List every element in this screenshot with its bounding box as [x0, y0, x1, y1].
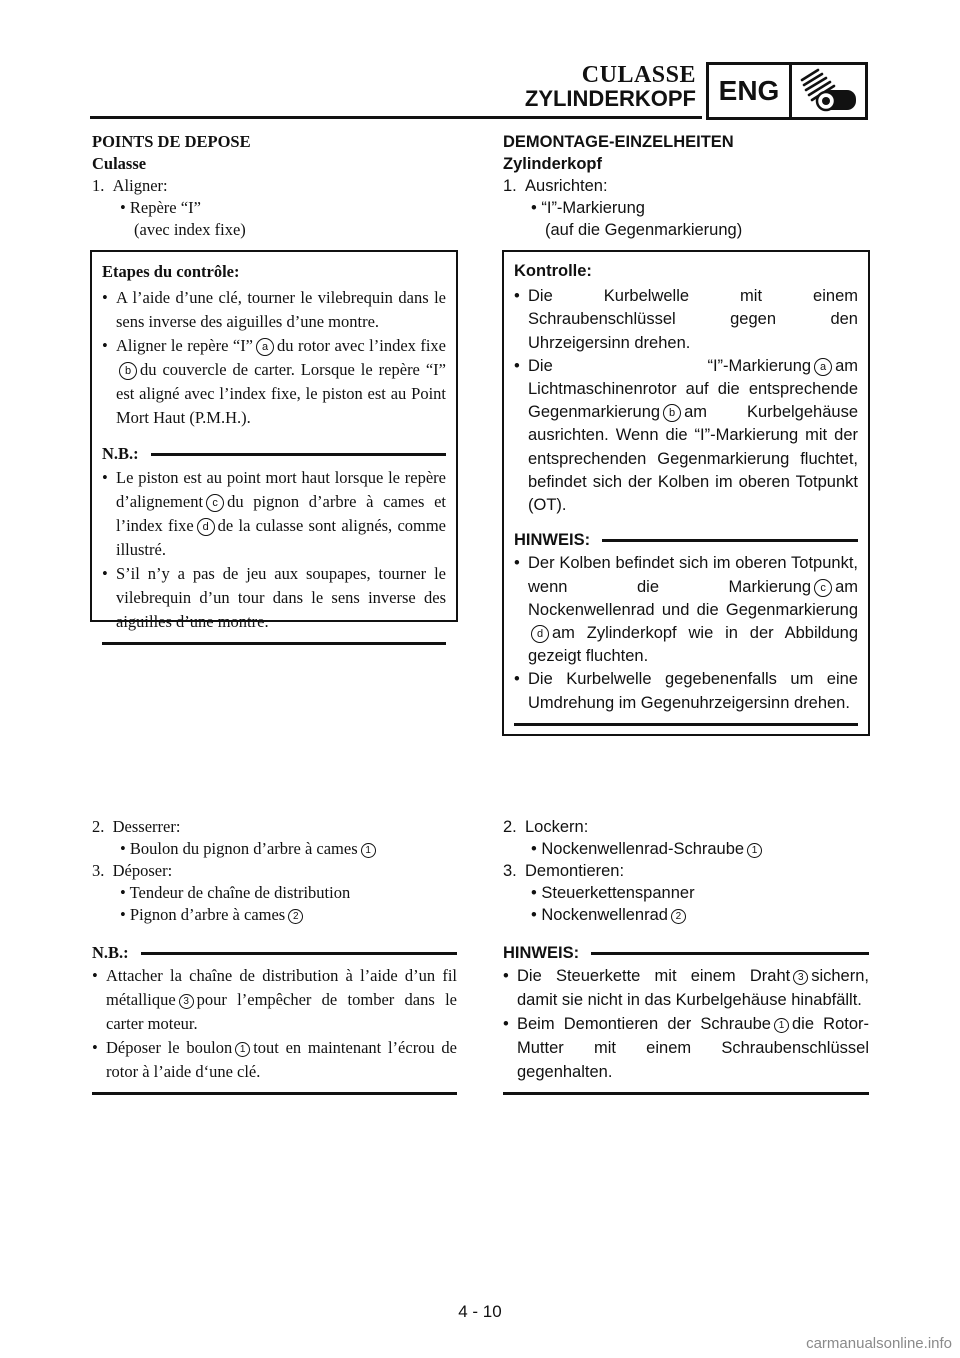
de-check-title: Kontrolle:	[514, 262, 592, 280]
fr-step-3-bullet: • Tendeur de chaîne de distribution	[120, 883, 351, 902]
fr-subsection: Culasse	[92, 154, 147, 173]
fr-step-2: 2. Desserrer:	[92, 817, 181, 836]
de-check-box	[502, 250, 870, 736]
de-step-3-bullet: • Nockenwellenrad 2	[503, 904, 869, 926]
engine-cylinder-icon	[792, 65, 865, 117]
de-note-item: • Der Kolben befindet sich im oberen Totpunkt, wenn die Markierung c am Nockenwellenrad und die Gegenmarkierungd am Zylinderkopf wie in der Abbildung gezeigt fluchten.	[514, 554, 858, 666]
header-title-fr: CULASSE	[581, 62, 696, 88]
fr-note2-end-rule	[92, 1092, 457, 1095]
section-badge	[706, 62, 868, 120]
header-rule	[90, 116, 702, 119]
de-check-item: • Die Kurbelwelle mit einem Schraubenschlüssel gegen den Uhrzeigersinn drehen.	[514, 287, 858, 352]
fr-note2-header: N.B.:	[92, 942, 457, 964]
callout-d: d	[531, 625, 549, 643]
de-intro	[503, 131, 869, 241]
de-step-2-bullet: • Nockenwellenrad-Schraube 1	[503, 838, 869, 860]
fr-check-item: • Aligner le repère “I” a du rotor avec l’index fixeb du couvercle de carter. Lorsque le repère “I” est aligné avec l’index fixe, le piston est au Point Mort Haut (P.M.H.).	[102, 336, 446, 427]
eng-badge-label: ENG	[709, 65, 792, 117]
de-step-1: 1. Ausrichten:	[503, 177, 608, 195]
callout-b: b	[119, 362, 137, 380]
header-title-de: ZYLINDERKOPF	[524, 86, 696, 111]
de-check-item: • Die “I”-Markierung a am Lichtmaschinenrotor auf die entsprechende Gegenmarkierung b am Kurbelgehäuse ausrichten. Wenn die “I”-Markierung mit der entsprechenden Gegenmarkierung fluchtet, befindet sich der Kolben im oberen Totpunkt (OT).	[514, 356, 858, 515]
fr-note-item: • S’il n’y a pas de jeu aux soupapes, tourner le vilebrequin d’un tour dans le sens inverse des aiguilles d’une montre.	[102, 564, 446, 631]
de-section-title: DEMONTAGE-EINZELHEITEN	[503, 133, 734, 151]
fr-check-title: Etapes du contrôle:	[102, 262, 240, 281]
de-step-1-bullet: • “I”-Markierung	[531, 199, 645, 217]
fr-check-item: • A l’aide d’une clé, tourner le vilebrequin dans le sens inverse des aiguilles d’une montre.	[102, 288, 446, 331]
fr-step-1-bullet: • Repère “I”	[120, 198, 201, 217]
callout-d: d	[197, 518, 215, 536]
fr-note-end-rule	[102, 642, 446, 645]
de-note-header: HINWEIS:	[514, 529, 858, 552]
de-subsection: Zylinderkopf	[503, 155, 603, 173]
callout-c: c	[206, 494, 224, 512]
de-step-3: 3. Demontieren:	[503, 862, 625, 880]
fr-check-box	[90, 250, 458, 631]
fr-section-title: POINTS DE DEPOSE	[92, 132, 251, 151]
fr-step-3-bullet: • Pignon d’arbre à cames 2	[92, 904, 457, 926]
fr-steps	[92, 816, 457, 1095]
de-note2-end-rule	[503, 1092, 869, 1095]
de-note-end-rule	[514, 723, 858, 726]
callout-b: b	[663, 404, 681, 422]
de-steps	[503, 816, 869, 1095]
callout-a: a	[814, 358, 832, 376]
fr-note-header: N.B.:	[102, 442, 446, 466]
callout-a: a	[256, 338, 274, 356]
page-number: 4 - 10	[458, 1302, 502, 1321]
fr-note2-item: • Attacher la chaîne de distribution à l’aide d’un fil métallique 3 pour l’empêcher de tomber dans le carter moteur.	[92, 966, 457, 1033]
fr-note2-item: • Déposer le boulon 1 tout en maintenant l’écrou de rotor à l’aide d‘une clé.	[92, 1038, 457, 1081]
de-note2-item: • Beim Demontieren der Schraube 1 die Rotor-Mutter mit einem Schraubenschlüssel gegenhalten.	[503, 1015, 869, 1081]
fr-step-1-note: (avec index fixe)	[134, 220, 246, 239]
de-step-2: 2. Lockern:	[503, 818, 589, 836]
de-step-1-note: (auf die Gegenmarkierung)	[545, 221, 743, 239]
fr-step-2-bullet: • Boulon du pignon d’arbre à cames 1	[92, 838, 457, 860]
de-step-3-bullet: • Steuerkettenspanner	[531, 884, 695, 902]
de-note2-item: • Die Steuerkette mit einem Draht 3 sichern, damit sie nicht in das Kurbelgehäuse hinabfällt.	[503, 967, 869, 1009]
callout-c: c	[814, 579, 832, 597]
fr-intro	[92, 131, 457, 241]
fr-step-3: 3. Déposer:	[92, 861, 173, 880]
watermark: carmanualsonline.info	[806, 1335, 952, 1352]
de-note-item: • Die Kurbelwelle gegebenenfalls um eine Umdrehung im Gegenuhrzeigersinn drehen.	[514, 670, 858, 712]
fr-step-1: 1. Aligner:	[92, 176, 168, 195]
fr-note-item: • Le piston est au point mort haut lorsque le repère d’alignement c du pignon d’arbre à cames et l’index fixe d de la culasse sont alignés, comme illustré.	[102, 468, 447, 559]
de-note2-header: HINWEIS:	[503, 942, 869, 964]
